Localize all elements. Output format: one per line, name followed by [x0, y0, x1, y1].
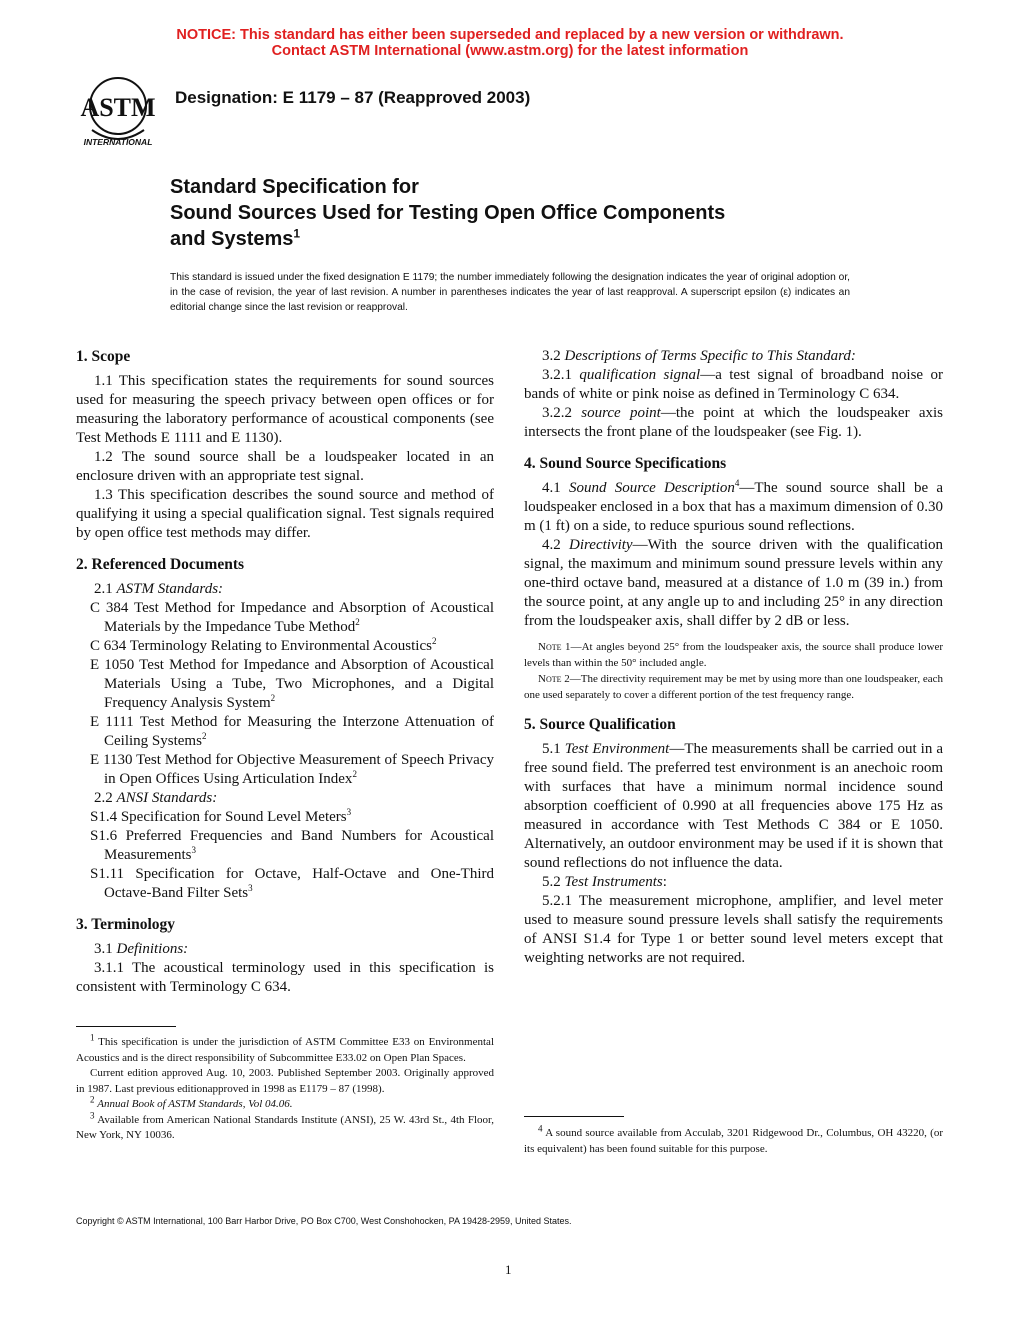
footnote-rule-right [524, 1116, 624, 1117]
para-3-1-1: 3.1.1 The acoustical terminology used in this specification is consistent with Terminology C 634. [76, 960, 494, 995]
footnotes-left [76, 1032, 494, 1144]
footnote-rule-left [76, 1026, 176, 1027]
para-3-2-2: 3.2.2 source point—the point at which the loudspeaker axis intersects the front plane of the loudspeaker (see Fig. 1). [524, 405, 943, 440]
title-line-1: Standard Specification for [170, 176, 419, 198]
note-1: Note 1—At angles beyond 25° from the loudspeaker axis, the source shall produce lower levels than within the 50° included angle. [524, 641, 943, 669]
page-number: 1 [505, 1262, 512, 1277]
para-5-2-1: 5.2.1 The measurement microphone, amplifier, and level meter used to measure sound pressure levels shall satisfy the requirements of ANSI S1.4 for Type 1 or better sound level meters except that weighting networks are not required. [524, 893, 943, 966]
logo-subtext: INTERNATIONAL [83, 137, 153, 147]
astm-logo [74, 72, 162, 152]
section-1-heading: 1. Scope [76, 348, 131, 365]
title-footnote-mark: 1 [293, 226, 301, 241]
reference-item: S1.11 Specification for Octave, Half-Octave and One-Third Octave-Band Filter Sets$^3$ [90, 866, 494, 901]
note-2: Note 2—The directivity requirement may be met by using more than one loudspeaker, each one used separately to cover a different portion of the test frequency range. [524, 673, 943, 701]
reference-item: C 384 Test Method for Impedance and Absorption of Acoustical Materials by the Impedance Tube Method$^2$ [90, 600, 494, 635]
section-4-heading: 4. Sound Source Specifications [524, 455, 727, 472]
reference-item: S1.6 Preferred Frequencies and Band Numbers for Acoustical Measurements$^3$ [90, 828, 494, 863]
notice-line-1: NOTICE: This standard has either been superseded and replaced by a new version or withdrawn. [176, 27, 844, 43]
logo-text: ASTM [80, 93, 156, 122]
section-5-heading: 5. Source Qualification [524, 716, 676, 733]
reference-item: E 1111 Test Method for Measuring the Interzone Attenuation of Ceiling Systems$^2$ [90, 714, 494, 749]
copyright: Copyright © ASTM International, 100 Barr Harbor Drive, PO Box C700, West Conshohocken, PA 19428-2959, United States. [76, 1216, 572, 1226]
footnotes-right [524, 1123, 943, 1157]
preamble: This standard is issued under the fixed designation E 1179; the number immediately following the designation indicates the year of original adoption or, in the case of revision, the year of last revision. A number in parentheses indicates the year of last reapproval. A superscript epsilon (ε) indicates an editorial change since the last revision or reapproval. [170, 272, 850, 313]
section-2-heading: 2. Referenced Documents [76, 556, 245, 573]
footnote-4: $^4$ A sound source available from Acculab, 3201 Ridgewood Dr., Columbus, OH 43220, (or its equivalent) has been found suitable for this purpose. [524, 1123, 943, 1155]
footnote: $^2$ Annual Book of ASTM Standards, Vol 04.06. [90, 1094, 293, 1110]
para-4-2: 4.2 Directivity—With the source driven with the qualification signal, the maximum and minimum sound pressure levels within any one-third octave band, measured at a distance of 1.0 m (39 in.) from the source point, at any angle up to and including 25° in any direction from the loudspeaker axis, shall differ by 2 dB or less. [524, 537, 944, 629]
title-line-3: and Systems [170, 228, 294, 250]
para-5-2: 5.2 Test Instruments: [542, 874, 667, 890]
footnote: $^3$ Available from American National Standards Institute (ANSI), 25 W. 43rd St., 4th Floor, New York, NY 10036. [76, 1109, 494, 1141]
para-3-2: 3.2 Descriptions of Terms Specific to This Standard: [542, 348, 856, 364]
para-2-2: 2.2 ANSI Standards: [94, 790, 218, 806]
para-3-1: 3.1 Definitions: [94, 941, 189, 957]
para-1-2: 1.2 The sound source shall be a loudspeaker located in an enclosure driven with an appropriate test signal. [76, 449, 494, 484]
ansi-references [76, 808, 494, 903]
document-title [170, 174, 950, 252]
para-1-1: 1.1 This specification states the requirements for sound sources used for measuring the speech privacy between open offices or for measuring the laboratory performance of acoustical components (see Test Methods E 1111 and E 1130). [76, 373, 494, 446]
reference-item: E 1050 Test Method for Impedance and Absorption of Acoustical Materials Using a Tube, Two Microphones, and a Digital Frequency Analysis System$^2$ [90, 657, 494, 711]
title-line-2: Sound Sources Used for Testing Open Office Components [170, 202, 726, 224]
right-column [524, 347, 943, 968]
para-5-1: 5.1 Test Environment—The measurements shall be carried out in a free sound field. The preferred test environment is an anechoic room with surfaces that have a minimum normal incidence sound absorption coefficient of 0.990 at all frequencies above 175 Hz as measured in accordance with Test Methods C 384 or E 1050. Alternatively, an outdoor environment may be used if it is shown that sound reflections do not influence the data. [524, 741, 943, 871]
reference-item: C 634 Terminology Relating to Environmental Acoustics$^2$ [90, 636, 437, 654]
section-3-heading: 3. Terminology [76, 916, 176, 933]
reference-item: E 1130 Test Method for Objective Measurement of Speech Privacy in Open Offices Using Articulation Index$^2$ [90, 752, 494, 787]
footnote: Current edition approved Aug. 10, 2003. Published September 2003. Originally approved in 1987. Last previous editionapproved in 1998 as E1179 – 87 (1998). [76, 1067, 494, 1095]
notice-line-2: Contact ASTM International (www.astm.org) for the latest information [271, 43, 749, 59]
footnote: $^1$ This specification is under the jurisdiction of ASTM Committee E33 on Environmental Acoustics and is the direct responsibility of Subcommittee E33.02 on Open Plan Spaces. [76, 1032, 494, 1064]
para-3-2-1: 3.2.1 qualification signal—a test signal of broadband noise or bands of white or pink noise as defined in Terminology C 634. [524, 367, 943, 402]
para-1-3: 1.3 This specification describes the sound source and method of qualifying it using a special qualification signal. Test signals required by open office test methods may differ. [76, 487, 494, 541]
designation: Designation: E 1179 – 87 (Reapproved 2003) [175, 88, 531, 107]
para-4-1: 4.1 Sound Source Description$^4$—The sound source shall be a loudspeaker enclosed in a box that has a maximum dimension of 0.30 m (1 ft) on a side, to reduce spurious sound reflections. [524, 478, 943, 534]
left-column [76, 347, 494, 997]
para-2-1: 2.1 ASTM Standards: [94, 581, 224, 597]
astm-references [76, 599, 494, 789]
reference-item: S1.4 Specification for Sound Level Meters$^3$ [90, 807, 352, 825]
